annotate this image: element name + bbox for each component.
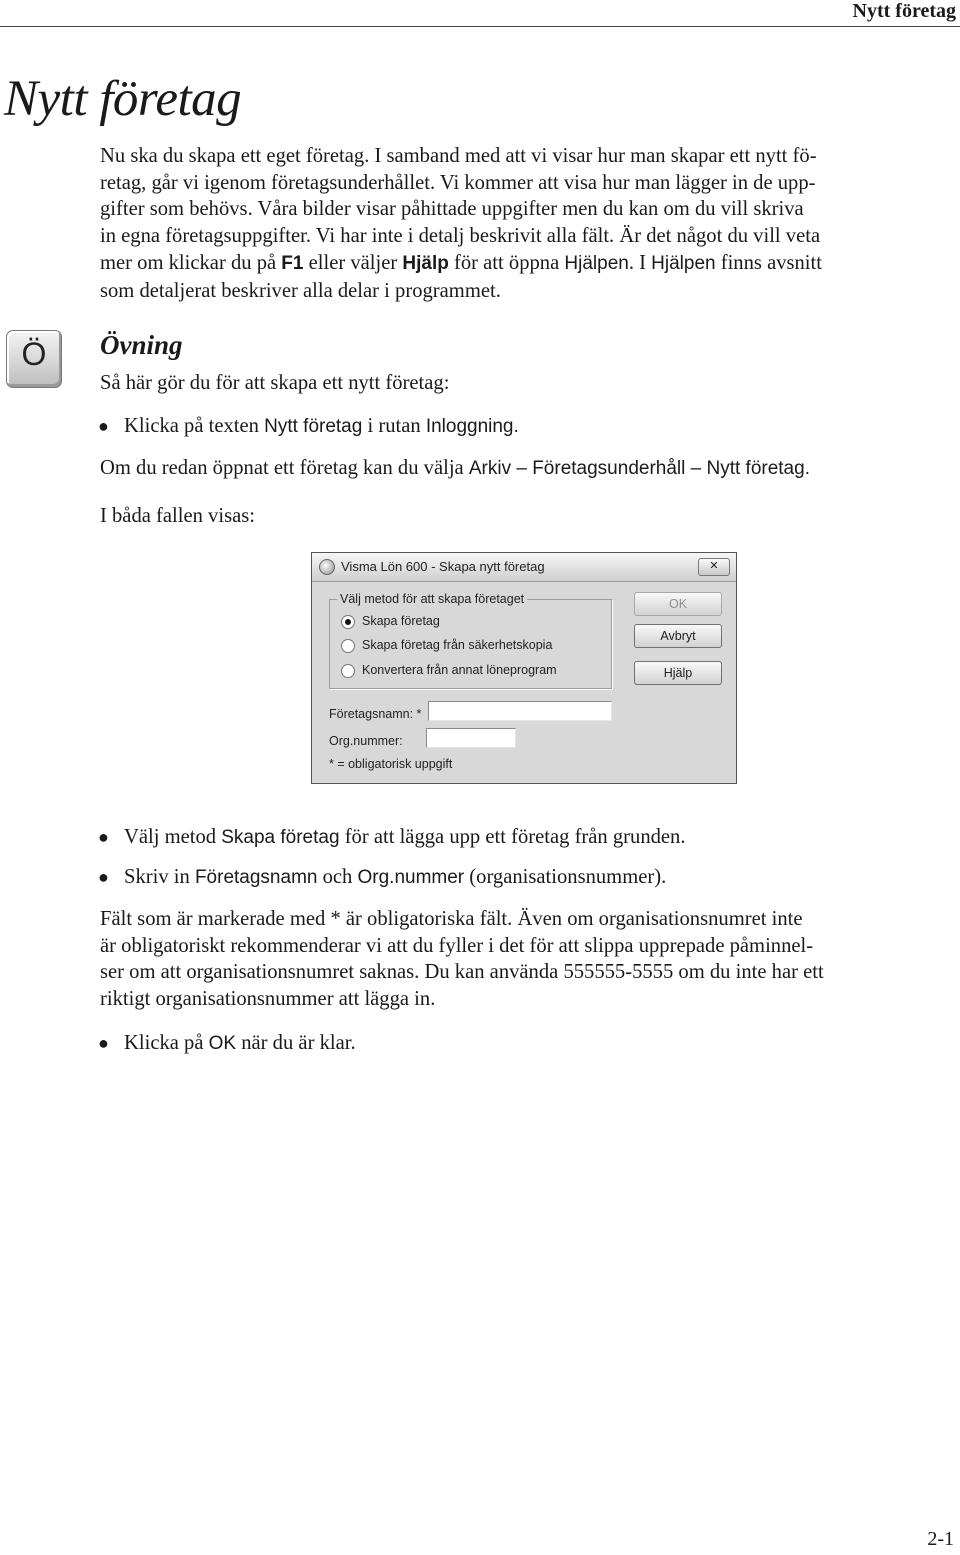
company-name-field[interactable] (428, 701, 612, 721)
running-head-title: Nytt företag (852, 0, 956, 22)
method-groupbox (329, 592, 612, 689)
step-text: Välj metod (124, 826, 222, 848)
bullet-icon: ● (98, 1033, 109, 1053)
paragraph-line: ser om att organisationsnumret saknas. Du kan använda 555555-5555 om du inte har ett (100, 961, 824, 984)
radio-unselected-icon[interactable] (341, 639, 355, 653)
ui-term: OK (208, 1033, 237, 1054)
both-cases-text: I båda fallen visas: (100, 505, 255, 527)
help-menu-term: Hjälp (402, 252, 449, 274)
step-text: Klicka på texten (124, 415, 265, 437)
step-text: Klicka på (124, 1032, 209, 1054)
intro-paragraph (100, 143, 956, 304)
dialog-titlebar (312, 553, 736, 582)
org-number-field[interactable] (426, 728, 516, 748)
exercise-heading: Övning (100, 330, 183, 360)
page-title: Nytt företag (4, 71, 242, 127)
exercise-lead-text: Så här gör du för att skapa ett nytt företag: (100, 372, 450, 394)
create-company-dialog (311, 552, 737, 784)
intro-line (100, 250, 956, 278)
menu-path-text: Om du redan öppnat ett företag kan du välja (100, 457, 469, 479)
bullet-icon: ● (98, 867, 109, 887)
bullet-icon: ● (98, 827, 109, 847)
radio-selected-icon[interactable] (341, 615, 355, 629)
step-text: och (317, 866, 358, 888)
required-fields-paragraph (100, 906, 956, 1013)
exercise-lead (100, 370, 956, 397)
ui-term: Nytt företag (264, 416, 363, 437)
bullet-icon: ● (98, 416, 109, 436)
dialog-title: Visma Lön 600 - Skapa nytt företag (341, 559, 545, 574)
radio-label: Skapa företag (362, 614, 440, 628)
intro-text: mer om klickar du på (100, 251, 282, 274)
intro-text: . I (628, 251, 652, 274)
intro-text: eller väljer (303, 251, 403, 274)
menu-path-term: Arkiv – Företagsunderhåll – Nytt företag. (468, 458, 810, 479)
ok-button[interactable]: OK (634, 592, 722, 616)
f1-key-term: F1 (281, 252, 304, 274)
exercise-key-letter: Ö (21, 336, 47, 372)
ui-term: Företagsnamn (194, 867, 318, 888)
intro-line: gifter som behövs. Våra bilder visar påhittade uppgifter men du kan om du vill skriva (100, 198, 804, 221)
ui-term: Skapa företag (221, 827, 340, 848)
help-term: Hjälpen (651, 252, 716, 274)
ui-term: Org.nummer (357, 867, 465, 888)
org-number-label: Org.nummer: (329, 734, 403, 748)
ui-term: Inloggning. (425, 416, 519, 437)
required-note: * = obligatorisk uppgift (329, 757, 453, 771)
intro-text: för att öppna (448, 251, 565, 274)
both-cases-paragraph (100, 503, 956, 530)
step-text: Skriv in (124, 866, 195, 888)
radio-label: Skapa företag från säkerhetskopia (362, 638, 553, 652)
intro-text: finns avsnitt (715, 251, 822, 274)
close-button[interactable]: ✕ (698, 558, 730, 576)
radio-label: Konvertera från annat löneprogram (362, 663, 557, 677)
method-groupbox-legend: Välj metod för att skapa företaget (337, 592, 527, 606)
intro-line: in egna företagsuppgifter. Vi har inte i detalj beskrivit alla fält. Är det något du vill veta (100, 225, 821, 248)
exercise-key-icon (6, 330, 62, 388)
menu-path-paragraph (100, 455, 956, 483)
step-text: för att lägga upp ett företag från grunden. (339, 826, 686, 848)
intro-line: Nu ska du skapa ett eget företag. I samband med att vi visar hur man skapar ett nytt fö- (100, 145, 817, 167)
paragraph-line: riktigt organisationsnummer att lägga in. (100, 988, 436, 1011)
cancel-button[interactable]: Avbryt (634, 624, 722, 648)
paragraph-line: Fält som är markerade med * är obligatoriska fält. Även om organisationsnumret inte (100, 908, 803, 930)
page-number: 2-1 (927, 1528, 954, 1550)
step-text: (organisationsnummer). (464, 866, 667, 888)
app-icon (319, 559, 335, 575)
company-name-label: Företagsnamn: * (329, 707, 422, 721)
radio-unselected-icon[interactable] (341, 664, 355, 678)
paragraph-line: är obligatoriskt rekommenderar vi att du fyller i det för att slippa upprepade påminnel- (100, 934, 814, 957)
intro-line: som detaljerat beskriver alla delar i programmet. (100, 279, 501, 302)
step-text: i rutan (362, 415, 426, 437)
step-text: när du är klar. (236, 1032, 356, 1054)
intro-line: retag, går vi igenom företagsunderhållet. Vi kommer att visa hur man lägger in de upp- (100, 171, 816, 194)
help-term: Hjälpen (564, 252, 629, 274)
help-button[interactable]: Hjälp (634, 661, 722, 685)
running-head (0, 0, 960, 27)
